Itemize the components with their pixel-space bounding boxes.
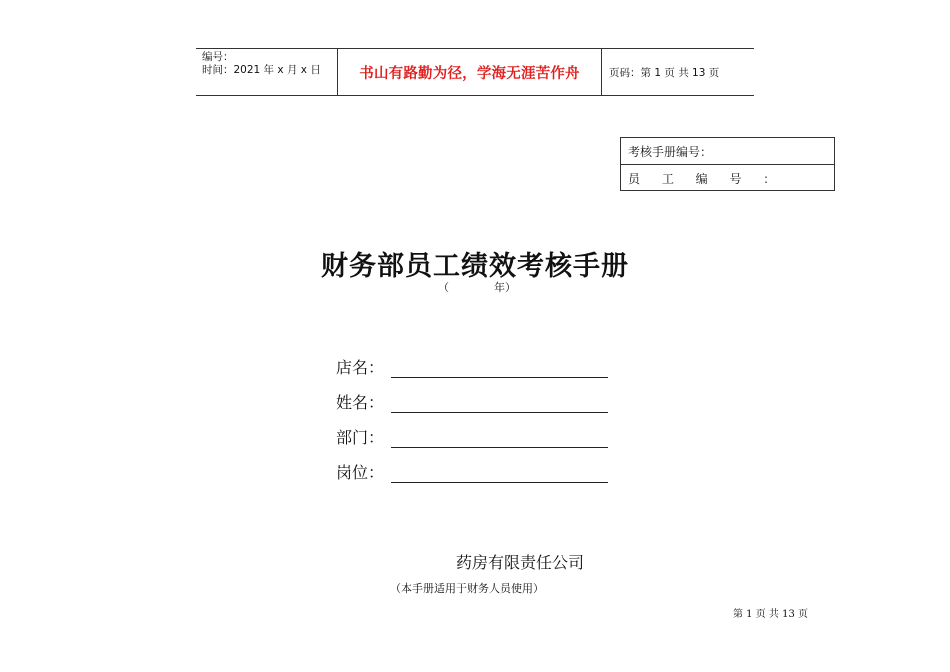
- name-input-line[interactable]: [391, 394, 608, 413]
- page-footer: 第 1 页 共 13 页: [733, 609, 808, 620]
- header-page-info: 页码：第 1 页 共 13 页: [609, 66, 720, 79]
- department-label: 部门：: [336, 428, 385, 447]
- store-label: 店名：: [336, 358, 385, 377]
- time-label: 时间：2021 年 x 月 x 日: [202, 64, 321, 76]
- position-label: 岗位：: [336, 463, 385, 482]
- department-field: [336, 426, 608, 448]
- page-header: [196, 48, 754, 96]
- name-label: 姓名：: [336, 393, 385, 412]
- store-field: [336, 356, 608, 378]
- header-motto: 书山有路勤为径，学海无涯苦作舟: [338, 49, 602, 95]
- name-field: [336, 391, 608, 413]
- handbook-number-row: [621, 138, 834, 164]
- position-input-line[interactable]: [391, 464, 608, 483]
- position-field: [336, 461, 608, 483]
- id-box: [620, 137, 835, 191]
- store-input-line[interactable]: [391, 359, 608, 378]
- header-meta: [196, 49, 338, 95]
- number-label: 编号：: [202, 51, 234, 63]
- year-line: [438, 279, 516, 295]
- company-name: 药房有限责任公司: [456, 553, 585, 572]
- employee-number-label: 员 工 编 号 ：: [628, 171, 785, 186]
- page-title: 财务部员工绩效考核手册: [321, 251, 629, 282]
- department-input-line[interactable]: [391, 429, 608, 448]
- usage-note: （本手册适用于财务人员使用）: [390, 582, 544, 595]
- employee-number-row: [621, 164, 834, 191]
- year-open-paren: （: [438, 281, 449, 294]
- handbook-number-label: 考核手册编号：: [628, 144, 713, 159]
- year-label: 年）: [494, 281, 516, 294]
